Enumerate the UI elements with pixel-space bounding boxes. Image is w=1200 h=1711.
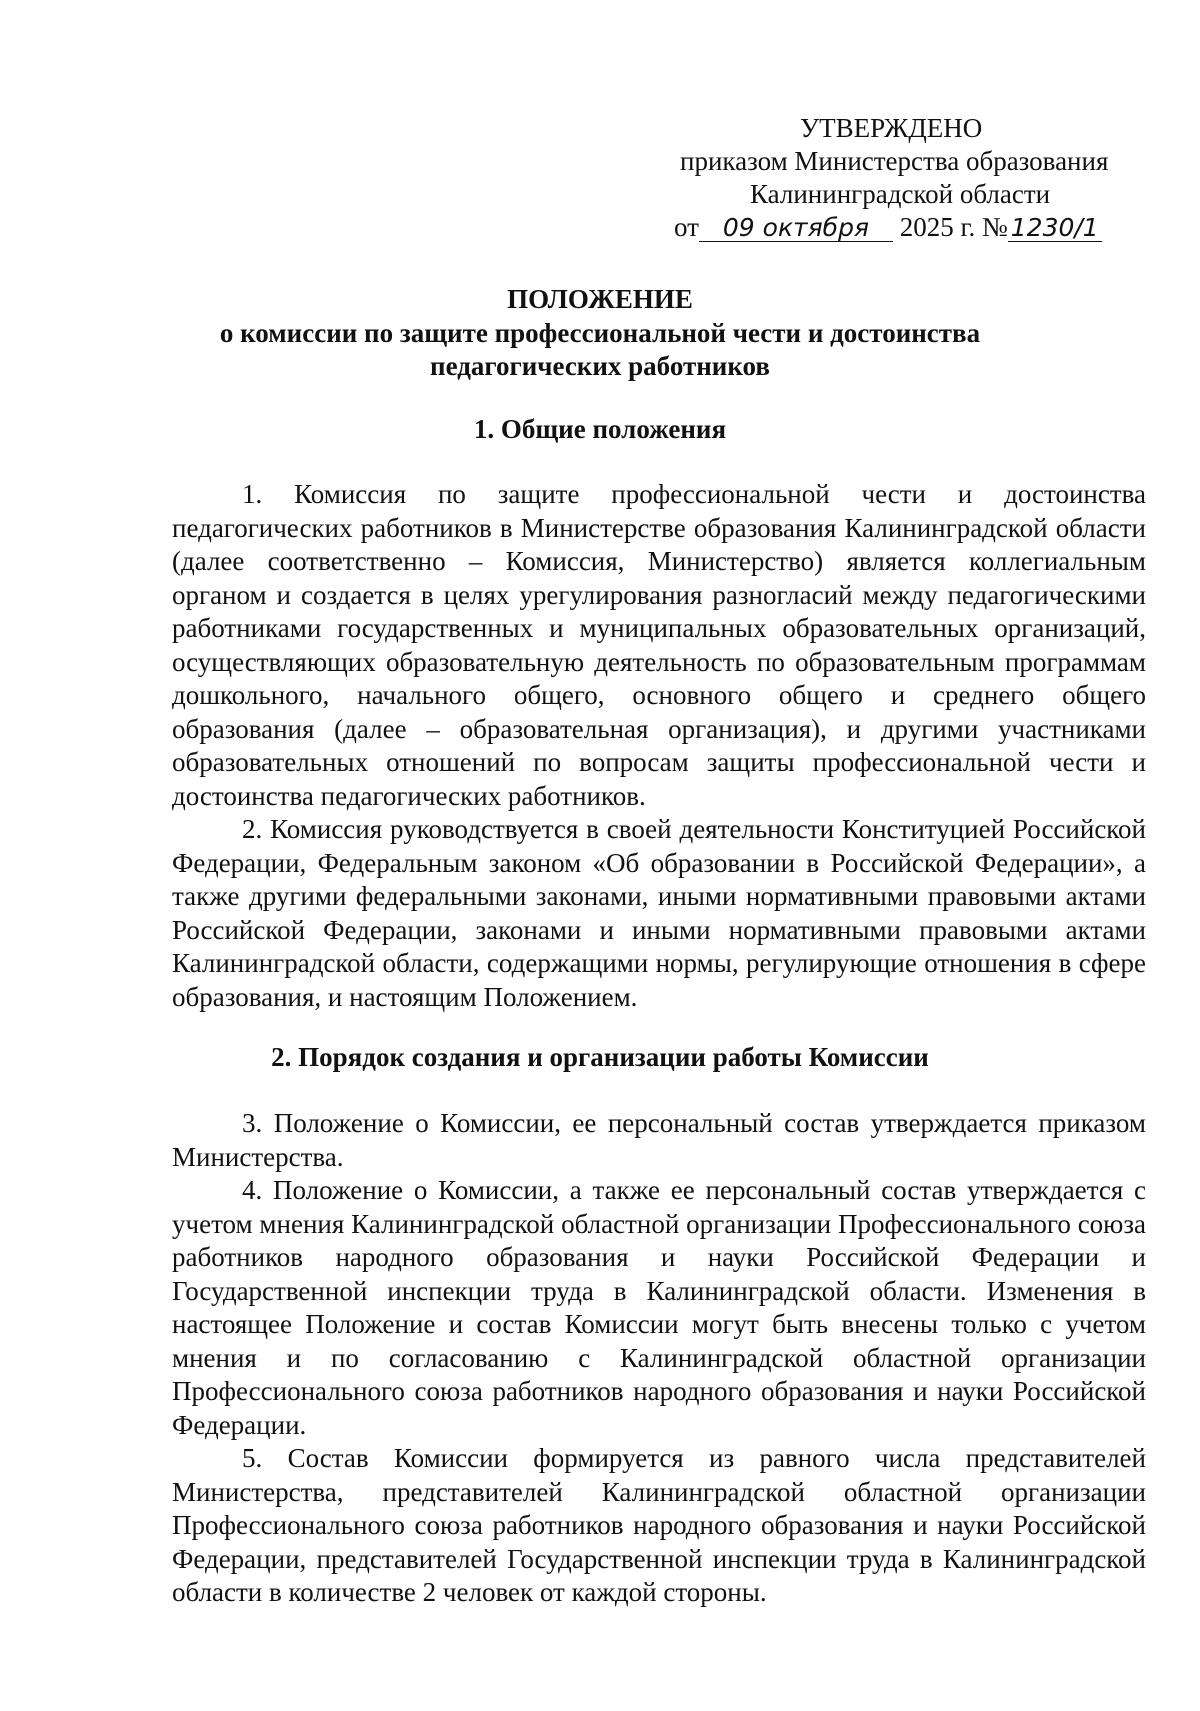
section-heading-organization: 2. Порядок создания и организации работы Комиссии xyxy=(271,1042,929,1072)
paragraph: 5. Состав Комиссии формируется из равного числа представителей Министерства, представителей Калининградской областной организации Профессионального союза работников народного образования и науки Российской Федерации, представителей Государственной инспекции труда в Калининградской области в количестве 2 человек от каждой стороны. xyxy=(172,1443,1146,1607)
approval-order-line: приказом Министерства образования xyxy=(680,146,1109,176)
approval-stamp-block xyxy=(660,112,1140,244)
paragraph: 2. Комиссия руководствуется в своей деятельности Конституцией Российской Федерации, Федеральным законом «Об образовании в Российской Федерации», а также другими федеральными законами, иными нормативными правовыми актами Российской Федерации, законами и иными нормативными правовыми актами Калининградской области, содержащими нормы, регулирующие отношения в сфере образования, и настоящим Положением. xyxy=(172,814,1146,1012)
document-subtitle-line2: педагогических работников xyxy=(430,351,770,381)
handwritten-order-number: 1230/1 xyxy=(1008,215,1102,242)
paragraph: 1. Комиссия по защите профессиональной чести и достоинства педагогических работников в Министерстве образования Калининградской области (далее соответственно – Комиссия, Министерство) является коллегиальным органом и создается в целях урегулирования разногласий между педагогическими работниками государственных и муниципальных образовательных организаций, осуществляющих образовательную деятельность по образовательным программам дошкольного, начального общего, основного общего и среднего общего образования (далее – образовательная организация), и другими участниками образовательных отношений по вопросам защиты профессиональной чести и достоинства педагогических работников. xyxy=(172,479,1146,811)
section-body-organization xyxy=(172,1107,1146,1610)
approval-date-line xyxy=(674,211,1140,244)
handwritten-date: 09 октября xyxy=(699,215,893,242)
approval-region-line: Калининградской области xyxy=(750,179,1051,209)
approval-year-number-label: 2025 г. № xyxy=(899,212,1008,242)
section-heading-general: 1. Общие положения xyxy=(473,414,727,444)
document-title: ПОЛОЖЕНИЕ xyxy=(507,284,693,314)
paragraph: 3. Положение о Комиссии, ее персональный состав утверждается приказом Министерства. xyxy=(172,1108,1146,1172)
paragraph: 4. Положение о Комиссии, а также ее персональный состав утверждается с учетом мнения Калининградской областной организации Профессионального союза работников народного образования и науки Российской Федерации и Государственной инспекции труда в Калининградской области. Изменения в настоящее Положение и состав Комиссии могут быть внесены только с учетом мнения и по согласованию с Калининградской областной организации Профессионального союза работников народного образования и науки Российской Федерации. xyxy=(172,1175,1146,1440)
section-body-general xyxy=(172,478,1146,1014)
approval-title: УТВЕРЖДЕНО xyxy=(800,113,983,143)
approval-date-prefix: от xyxy=(674,212,699,242)
document-subtitle-line1: о комиссии по защите профессиональной чести и достоинства xyxy=(219,318,981,348)
